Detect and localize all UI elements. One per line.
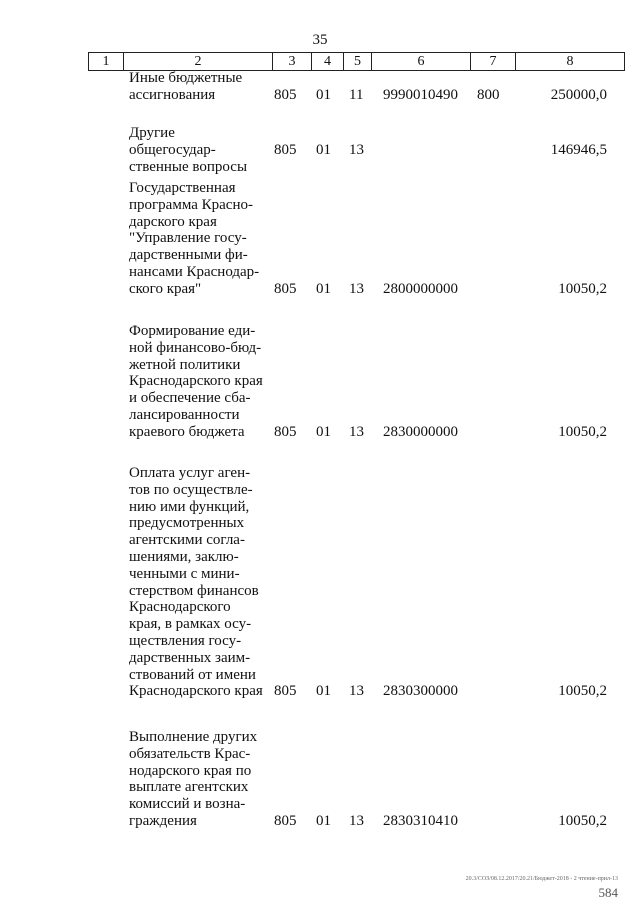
header-col-8: 8	[566, 54, 574, 69]
description-line: дарственных заим-	[129, 649, 251, 666]
cell-col-3: 805	[274, 281, 297, 297]
table-header	[88, 52, 625, 71]
row-description	[129, 70, 264, 104]
cell-col-6: 9990010490	[383, 87, 458, 103]
description-line: нодарского края по	[129, 762, 252, 779]
cell-col-4: 01	[316, 813, 331, 829]
cell-col-6: 2830310410	[383, 813, 458, 829]
cell-col-3: 805	[274, 683, 297, 699]
description-line: агентскими согла-	[129, 532, 245, 549]
description-line: Формирование еди-	[129, 323, 256, 339]
cell-col-8: 250000,0	[550, 87, 607, 103]
description-line: ченными с мини-	[129, 565, 240, 582]
header-col-7: 7	[471, 53, 516, 70]
cell-col-5: 13	[349, 424, 364, 440]
cell-col-8: 146946,5	[550, 142, 607, 158]
description-line: стерством финансов	[129, 582, 259, 599]
description-line: ственные вопросы	[129, 158, 248, 175]
description-line: жетной политики	[129, 356, 241, 373]
cell-col-3: 805	[274, 424, 297, 440]
cell-col-5: 13	[349, 281, 364, 297]
header-col-3: 3	[273, 53, 312, 70]
cell-col-5: 13	[349, 142, 364, 158]
header-col-1: 1	[89, 53, 124, 70]
description-line: ствований от имени	[129, 666, 256, 683]
description-line: программа Красно-	[129, 196, 253, 213]
cell-col-4: 01	[316, 142, 331, 158]
row-description	[129, 125, 264, 175]
cell-col-8: 10050,2	[558, 424, 607, 440]
footer-file-note: 20.3/СОЗ/08.12.2017/20.21/Бюджет-2018 - 2 чтение-прил-13	[465, 876, 618, 882]
cell-col-7: 800	[477, 87, 500, 103]
cell-col-3: 805	[274, 87, 297, 103]
description-line: Краснодарского края	[129, 683, 263, 700]
description-line: шениями, заклю-	[129, 548, 239, 565]
description-line: края, в рамках осу-	[129, 616, 252, 633]
cell-col-5: 13	[349, 813, 364, 829]
description-line: Выполнение других	[129, 729, 258, 745]
description-line: Государственная	[129, 180, 236, 196]
description-line: и обеспечение сба-	[129, 390, 251, 407]
header-col-2: 2	[124, 53, 273, 70]
cell-col-8: 10050,2	[558, 683, 607, 699]
cell-col-6: 2800000000	[383, 281, 458, 297]
description-line: лансированности	[129, 406, 240, 423]
description-line: граждения	[129, 812, 197, 829]
description-line: комиссий и возна-	[129, 796, 246, 813]
description-line: ной финансово-бюд-	[129, 339, 262, 356]
description-line: Краснодарского	[129, 599, 231, 616]
row-description	[129, 729, 264, 830]
cell-col-4: 01	[316, 87, 331, 103]
row-description	[129, 180, 264, 298]
cell-col-8: 10050,2	[558, 281, 607, 297]
description-line: ского края"	[129, 280, 202, 297]
description-line: обязательств Крас-	[129, 745, 251, 762]
description-line: Иные бюджетные	[129, 70, 243, 86]
cell-col-5: 11	[349, 87, 364, 103]
cell-col-3: 805	[274, 813, 297, 829]
description-line: нансами Краснодар-	[129, 263, 260, 280]
cell-col-4: 01	[316, 424, 331, 440]
description-line: ассигнования	[129, 86, 216, 103]
header-col-5: 5	[344, 53, 372, 70]
description-line: дарского края	[129, 213, 217, 230]
cell-col-6: 2830300000	[383, 683, 458, 699]
description-line: Другие общегосудар-	[129, 125, 216, 158]
cell-col-3: 805	[274, 142, 297, 158]
description-line: "Управление госу-	[129, 230, 247, 247]
row-description	[129, 465, 264, 700]
header-col-6: 6	[372, 53, 471, 70]
description-line: дарственными фи-	[129, 247, 248, 264]
description-line: выплате агентских	[129, 779, 249, 796]
footer-page-number: 584	[598, 885, 618, 900]
cell-col-4: 01	[316, 683, 331, 699]
cell-col-6: 2830000000	[383, 424, 458, 440]
description-line: нию ими функций,	[129, 498, 250, 515]
description-line: краевого бюджета	[129, 423, 245, 440]
cell-col-5: 13	[349, 683, 364, 699]
description-line: тов по осуществле-	[129, 481, 253, 498]
description-line: ществления госу-	[129, 632, 242, 649]
description-line: Оплата услуг аген-	[129, 465, 251, 481]
description-line: предусмотренных	[129, 515, 245, 532]
description-line: Краснодарского края	[129, 373, 263, 390]
row-description	[129, 323, 264, 441]
cell-col-4: 01	[316, 281, 331, 297]
cell-col-8: 10050,2	[558, 813, 607, 829]
page-number: 35	[312, 32, 328, 48]
header-col-4: 4	[312, 53, 344, 70]
